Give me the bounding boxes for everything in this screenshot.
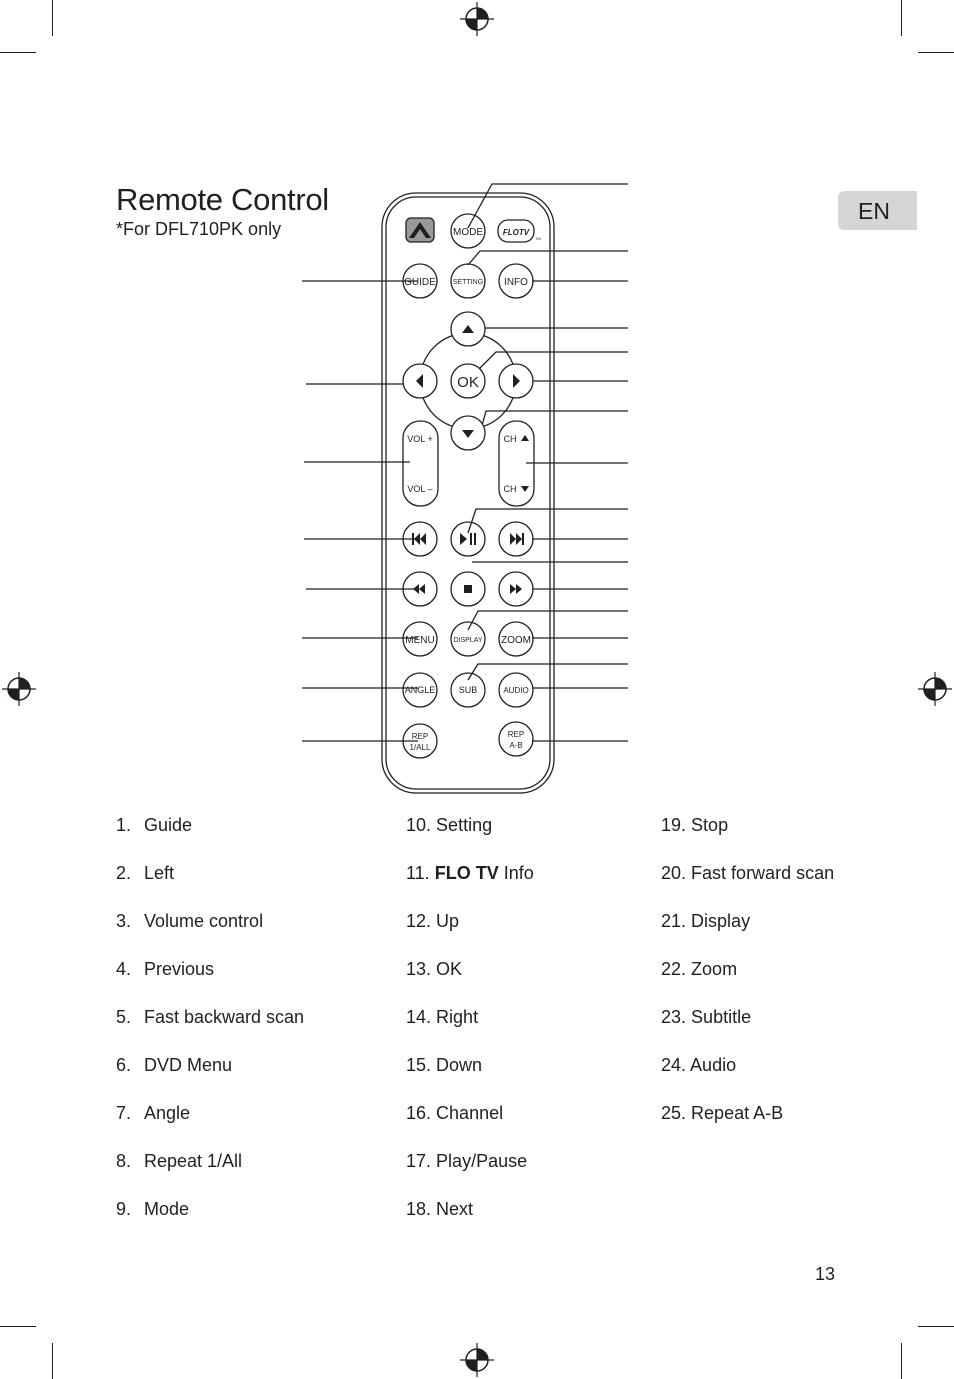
crop-mark	[0, 52, 36, 53]
legend-item: 3. Volume control	[116, 911, 264, 931]
legend-item: 16. Channel	[406, 1103, 504, 1123]
setting-label: SETTING	[452, 279, 484, 286]
legend-item: 7. Angle	[116, 1103, 191, 1123]
angle-label: ANGLE	[404, 685, 436, 695]
page-number: 13	[815, 1264, 836, 1284]
ch-up-arrow-icon	[521, 435, 529, 441]
zoom-label: ZOOM	[501, 635, 531, 646]
display-label: DISPLAY	[453, 637, 483, 644]
play-pause-button	[451, 522, 485, 556]
tm-label: TM	[535, 236, 541, 241]
crop-mark	[918, 1326, 954, 1327]
legend-item: 17. Play/Pause	[406, 1151, 528, 1171]
guide-label: GUIDE	[404, 277, 436, 288]
rep-all-label-1: REP	[411, 732, 429, 741]
page-title: Remote Control	[116, 182, 329, 217]
flotv-brand-text: FLO TV	[434, 863, 499, 883]
ch-up-label: CH	[503, 434, 517, 444]
crop-mark	[52, 0, 53, 36]
legend-item: 12. Up	[406, 911, 460, 931]
crop-mark	[52, 1343, 53, 1379]
legend-item: 23. Subtitle	[661, 1007, 752, 1027]
crop-mark	[901, 0, 902, 36]
legend-item: 9. Mode	[116, 1199, 190, 1219]
legend-item: 22. Zoom	[661, 959, 738, 979]
stop-icon	[464, 585, 472, 593]
legend-item: 5. Fast backward scan	[116, 1007, 305, 1027]
ok-label: OK	[457, 374, 479, 391]
audio-label: AUDIO	[503, 686, 529, 695]
crop-mark	[0, 1326, 36, 1327]
legend-item: 25. Repeat A-B	[661, 1103, 784, 1123]
registration-mark-icon	[2, 672, 36, 706]
rep-all-label-2: 1/ALL	[409, 743, 431, 752]
legend-item: 21. Display	[661, 911, 751, 931]
brand-logo-button	[406, 218, 434, 242]
legend-item: 10. Setting	[406, 815, 493, 835]
legend-item: 20. Fast forward scan	[661, 863, 835, 883]
menu-label: MENU	[405, 635, 435, 646]
sub-label: SUB	[458, 685, 478, 695]
fast-forward-icon	[510, 584, 522, 594]
remote-control-diagram	[300, 180, 630, 800]
next-icon	[510, 533, 524, 545]
ch-down-label: CH	[503, 484, 517, 494]
play-pause-icon	[460, 533, 476, 545]
fast-backward-icon	[413, 584, 425, 594]
mode-label: MODE	[453, 227, 483, 238]
legend-item: 24. Audio	[661, 1055, 737, 1075]
legend-item: 4. Previous	[116, 959, 215, 979]
crop-mark	[918, 52, 954, 53]
info-label: INFO	[504, 277, 528, 288]
rep-ab-label-1: REP	[507, 730, 525, 739]
legend-item: 8. Repeat 1/All	[116, 1151, 243, 1171]
ch-down-arrow-icon	[521, 486, 529, 492]
previous-icon	[412, 533, 426, 545]
rep-ab-label-2: A-B	[509, 741, 523, 750]
legend-item: 19. Stop	[661, 815, 729, 835]
legend-item: 1. Guide	[116, 815, 193, 835]
legend-item: 13. OK	[406, 959, 463, 979]
legend-item: 15. Down	[406, 1055, 483, 1075]
legend-item: 18. Next	[406, 1199, 474, 1219]
vol-up-label: VOL +	[407, 434, 433, 444]
registration-mark-icon	[918, 672, 952, 706]
legend-item: 2. Left	[116, 863, 175, 883]
language-tab: EN	[838, 191, 917, 230]
repeat-ab-button	[499, 722, 533, 756]
legend-item: 11. FLO TV Info	[406, 863, 534, 883]
registration-mark-icon	[460, 1343, 494, 1377]
legend-item: 6. DVD Menu	[116, 1055, 233, 1075]
legend-item: 14. Right	[406, 1007, 479, 1027]
crop-mark	[901, 1343, 902, 1379]
registration-mark-icon	[460, 2, 494, 36]
flotv-label: FLOTV	[502, 228, 530, 237]
page-subtitle: *For DFL710PK only	[116, 219, 282, 239]
vol-down-label: VOL –	[407, 484, 433, 494]
